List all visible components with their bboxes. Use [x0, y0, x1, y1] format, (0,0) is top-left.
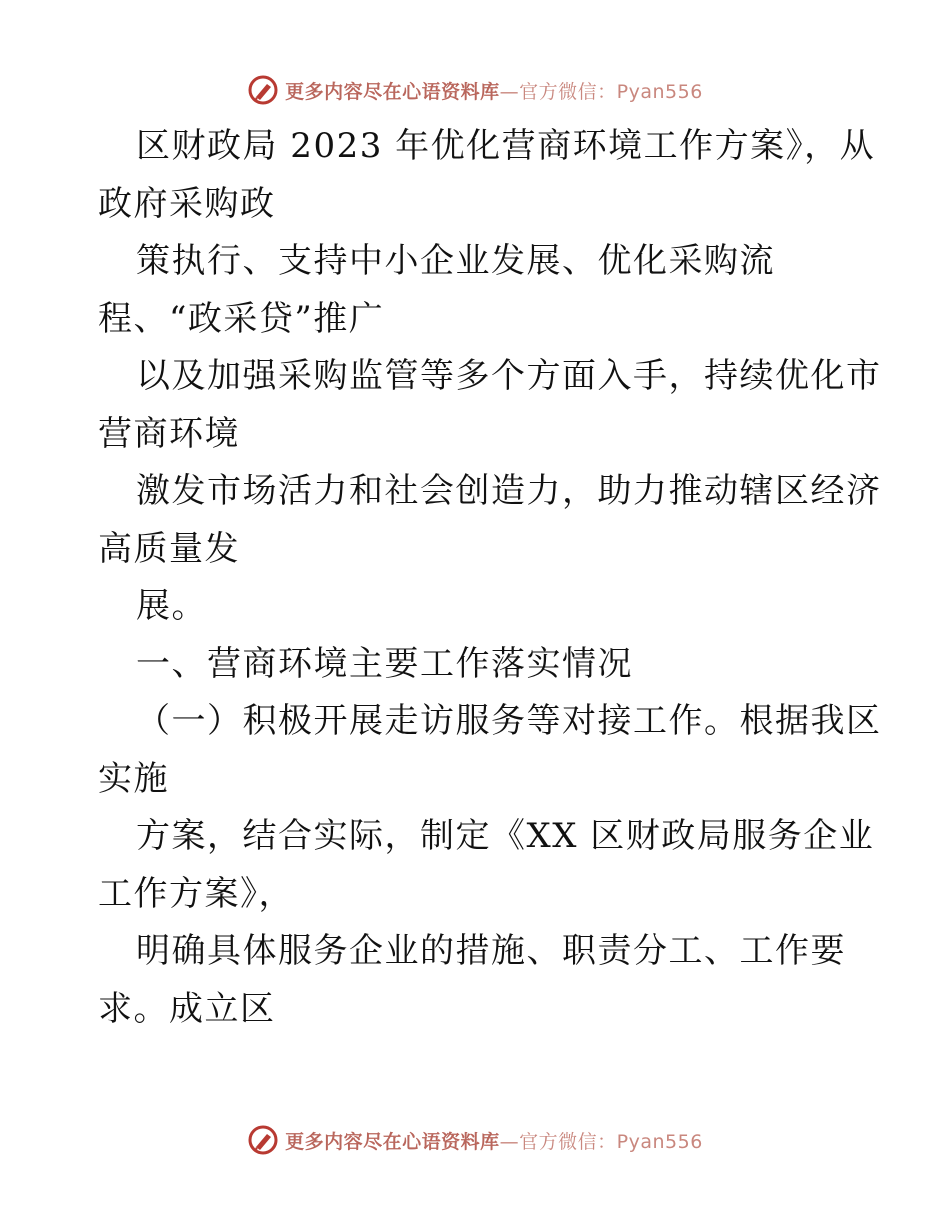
header-watermark — [0, 70, 950, 110]
text-line: 明确具体服务企业的措施、职责分工、工作要 — [136, 931, 846, 971]
text-line: 实施 — [98, 758, 169, 799]
text-line: 策执行、支持中小企业发展、优化采购流 — [136, 241, 775, 281]
watermark-text — [285, 77, 703, 104]
text-line: 工作方案》， — [98, 873, 294, 914]
pen-logo-icon — [247, 1124, 279, 1156]
watermark-sub-text: —官方微信：Pyan556 — [499, 1130, 703, 1153]
watermark-sub-text: —官方微信：Pyan556 — [499, 80, 703, 103]
document-body — [98, 118, 882, 1038]
watermark-main-text: 更多内容尽在心语资料库 — [285, 1130, 500, 1153]
watermark-main-text: 更多内容尽在心语资料库 — [285, 80, 500, 103]
text-line: 以及加强采购监管等多个方面入手，持续优化市 — [136, 356, 882, 396]
section-heading: 一、营商环境主要工作落实情况 — [136, 643, 633, 684]
pen-logo-icon — [247, 74, 279, 106]
text-line: 程、“政采贷”推广 — [98, 298, 385, 339]
text-line: 高质量发 — [98, 528, 240, 569]
footer-watermark — [0, 1120, 950, 1160]
watermark-text — [285, 1127, 703, 1154]
text-line: 求。成立区 — [98, 988, 276, 1029]
text-line: （一）积极开展走访服务等对接工作。根据我区 — [136, 701, 882, 741]
text-line: 展。 — [136, 586, 207, 626]
text-line: 方案，结合实际，制定《XX 区财政局服务企业 — [136, 816, 875, 856]
text-line: 营商环境 — [98, 413, 240, 454]
text-line: 政府采购政 — [98, 183, 276, 224]
text-line: 激发市场活力和社会创造力，助力推动辖区经济 — [136, 471, 882, 511]
text-line: 区财政局 2023 年优化营商环境工作方案》，从 — [136, 126, 876, 166]
